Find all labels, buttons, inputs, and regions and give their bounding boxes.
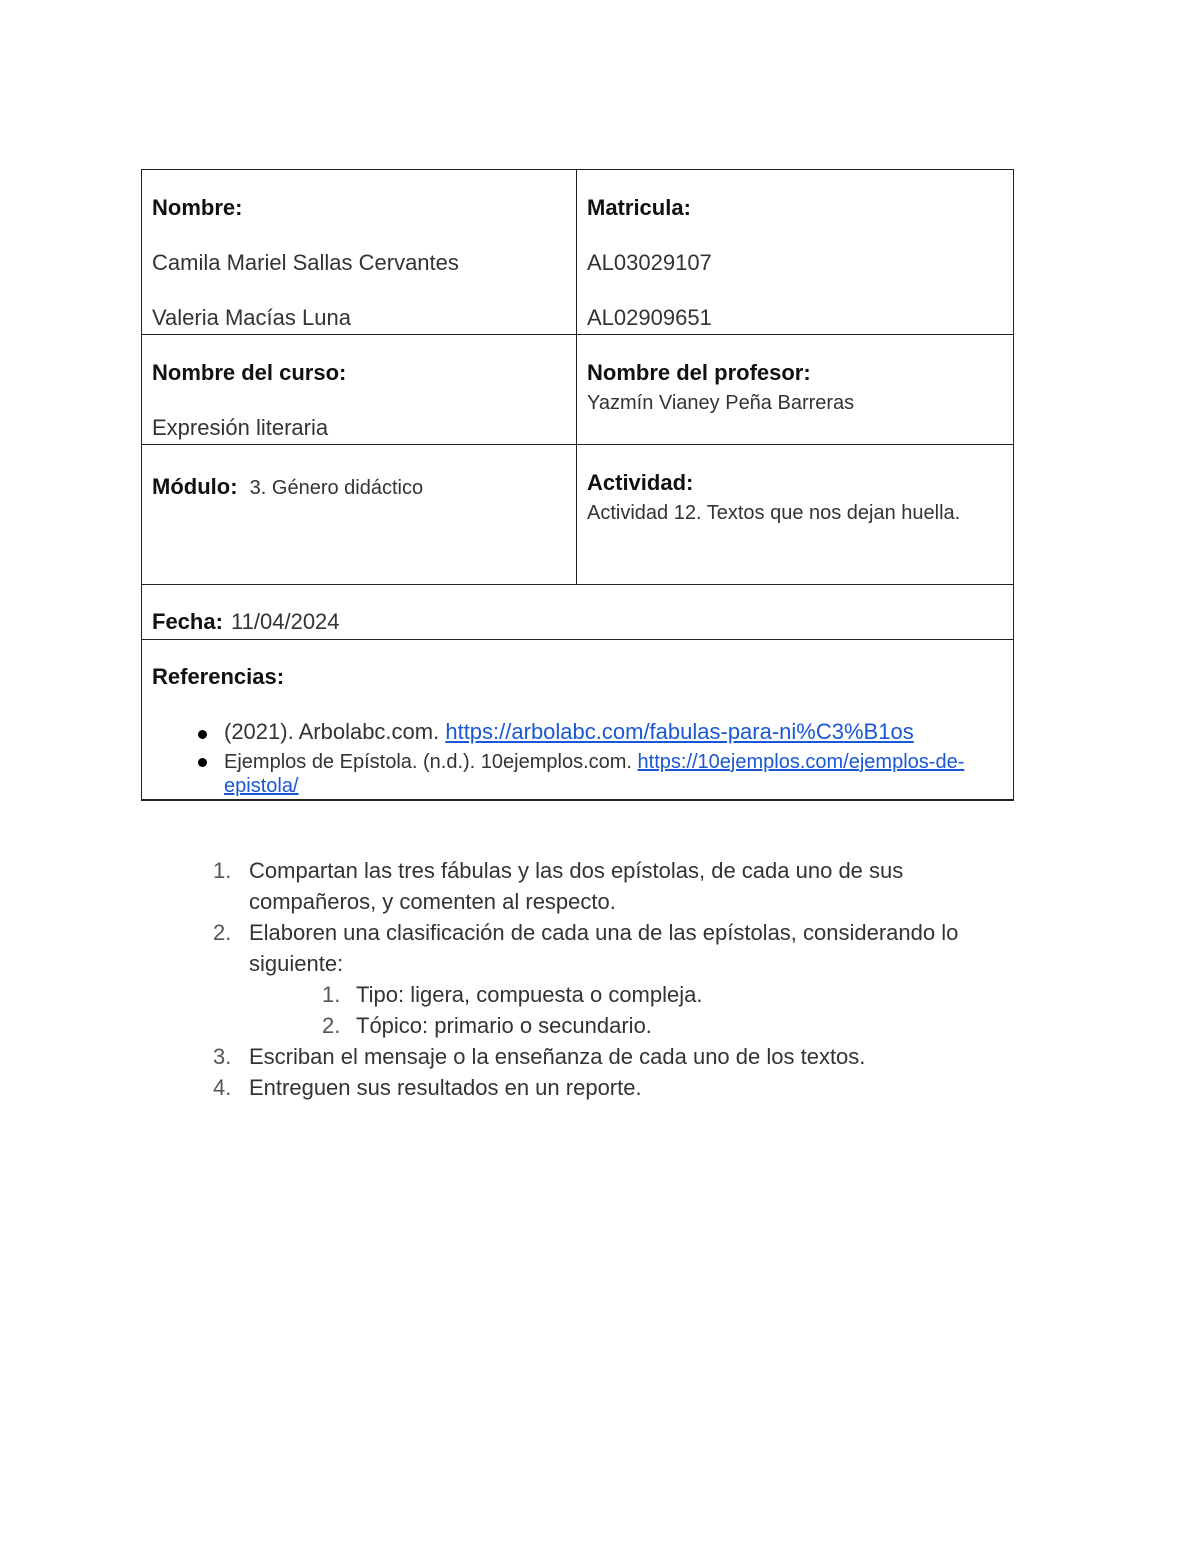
curso-value: Expresión literaria bbox=[152, 415, 329, 440]
instruction-item bbox=[0, 917, 1100, 979]
instruction-number: 4. bbox=[213, 1075, 232, 1100]
cover-table bbox=[141, 169, 1014, 801]
matricula-1: AL03029107 bbox=[587, 250, 712, 275]
reference-item bbox=[152, 718, 993, 746]
student-name-2: Valeria Macías Luna bbox=[152, 305, 351, 330]
bullet-icon bbox=[198, 730, 207, 739]
cell-modulo bbox=[142, 445, 577, 585]
row-names bbox=[142, 170, 1014, 335]
instruction-text: Tópico: primario o secundario. bbox=[356, 1013, 652, 1038]
bullet-icon bbox=[198, 758, 207, 767]
instruction-subitem bbox=[0, 1010, 1100, 1041]
cell-profesor bbox=[577, 335, 1014, 445]
instruction-number: 1. bbox=[322, 982, 341, 1007]
instruction-item bbox=[0, 1041, 1100, 1072]
row-fecha bbox=[142, 585, 1014, 640]
reference-text: (2021). Arbolabc.com. bbox=[224, 719, 446, 744]
profesor-value: Yazmín Vianey Peña Barreras bbox=[587, 392, 855, 414]
reference-text: Ejemplos de Epístola. (n.d.). 10ejemplos.com. bbox=[224, 751, 638, 773]
actividad-value: Actividad 12. Textos que nos dejan huella. bbox=[587, 502, 961, 524]
cell-actividad bbox=[577, 445, 1014, 585]
instruction-text: Elaboren una clasificación de cada una de las epístolas, considerando lo siguiente: bbox=[249, 920, 959, 976]
actividad-label: Actividad: bbox=[587, 470, 694, 495]
instruction-text: Compartan las tres fábulas y las dos epístolas, de cada uno de sus compañeros, y comenten al respecto. bbox=[249, 858, 904, 914]
instruction-text: Tipo: ligera, compuesta o compleja. bbox=[356, 982, 703, 1007]
instruction-number: 1. bbox=[213, 858, 232, 883]
modulo-label: Módulo: bbox=[152, 474, 238, 499]
curso-label: Nombre del curso: bbox=[152, 360, 347, 385]
cell-fecha bbox=[142, 585, 1014, 640]
matricula-label: Matricula: bbox=[587, 195, 691, 220]
cell-matricula bbox=[577, 170, 1014, 335]
reference-link[interactable]: https://arbolabc.com/fabulas-para-ni%C3%B1os bbox=[445, 719, 914, 744]
references-list bbox=[152, 718, 993, 798]
student-name-1: Camila Mariel Sallas Cervantes bbox=[152, 250, 459, 275]
profesor-label: Nombre del profesor: bbox=[587, 360, 811, 385]
instruction-number: 2. bbox=[213, 920, 232, 945]
fecha-value: 11/04/2024 bbox=[231, 609, 340, 634]
instruction-number: 3. bbox=[213, 1044, 232, 1069]
reference-item bbox=[152, 750, 993, 798]
cell-referencias bbox=[142, 640, 1014, 800]
instruction-item bbox=[0, 855, 1100, 917]
cell-nombre bbox=[142, 170, 577, 335]
instructions-list bbox=[0, 855, 1100, 1103]
instruction-subitem bbox=[0, 979, 1100, 1010]
instruction-number: 2. bbox=[322, 1013, 341, 1038]
reference-link[interactable]: https://10ejemplos.com/ejemplos-de-epistola/ bbox=[224, 751, 965, 797]
instruction-text: Entreguen sus resultados en un reporte. bbox=[249, 1075, 642, 1100]
modulo-value: 3. Género didáctico bbox=[249, 477, 424, 499]
row-module bbox=[142, 445, 1014, 585]
cell-curso bbox=[142, 335, 577, 445]
referencias-label: Referencias: bbox=[152, 664, 285, 689]
matricula-2: AL02909651 bbox=[587, 305, 712, 330]
instruction-text: Escriban el mensaje o la enseñanza de cada uno de los textos. bbox=[249, 1044, 866, 1069]
row-course bbox=[142, 335, 1014, 445]
nombre-label: Nombre: bbox=[152, 195, 243, 220]
fecha-label: Fecha: bbox=[152, 609, 223, 634]
row-referencias bbox=[142, 640, 1014, 800]
instruction-item bbox=[0, 1072, 1100, 1103]
